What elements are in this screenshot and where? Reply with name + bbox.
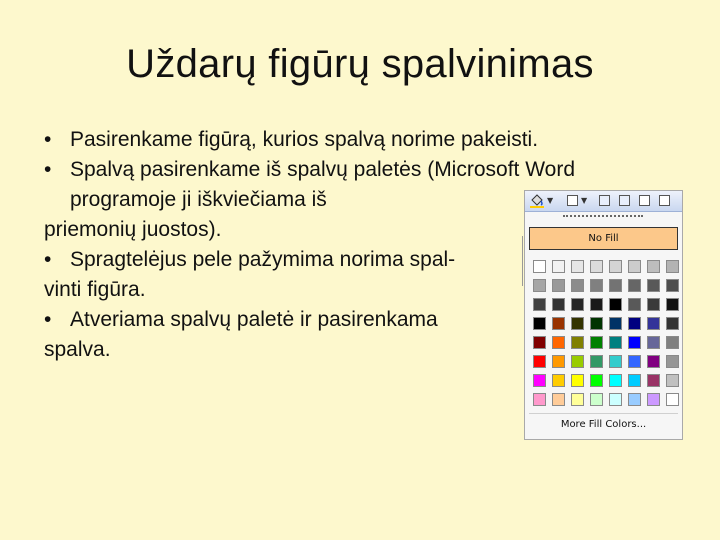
table-icon[interactable] <box>567 195 578 206</box>
color-swatch[interactable] <box>571 298 584 311</box>
bullet-marker: • <box>44 128 52 151</box>
color-swatch[interactable] <box>552 336 565 349</box>
bullet-text: Spragtelėjus pele pažymima norima spal- <box>70 248 456 271</box>
color-swatch[interactable] <box>666 374 679 387</box>
color-swatch[interactable] <box>533 336 546 349</box>
bullet-item <box>44 155 684 185</box>
color-swatch[interactable] <box>552 317 565 330</box>
bullet-continuation: priemonių juostos). <box>44 218 222 241</box>
color-swatch[interactable] <box>609 336 622 349</box>
color-swatch[interactable] <box>533 374 546 387</box>
color-swatch[interactable] <box>590 279 603 292</box>
color-swatch[interactable] <box>609 393 622 406</box>
color-swatch[interactable] <box>571 260 584 273</box>
toolbar <box>525 191 682 212</box>
color-swatch[interactable] <box>571 355 584 368</box>
color-swatch[interactable] <box>609 355 622 368</box>
color-swatch[interactable] <box>647 317 660 330</box>
color-swatch[interactable] <box>666 336 679 349</box>
bullet-continuation: vinti figūra. <box>44 278 146 301</box>
color-swatch[interactable] <box>647 279 660 292</box>
color-swatch[interactable] <box>647 336 660 349</box>
color-swatch[interactable] <box>590 393 603 406</box>
color-swatch[interactable] <box>666 279 679 292</box>
color-swatch[interactable] <box>590 374 603 387</box>
color-swatch[interactable] <box>571 279 584 292</box>
color-swatch[interactable] <box>533 317 546 330</box>
color-swatch[interactable] <box>666 393 679 406</box>
color-swatch[interactable] <box>609 279 622 292</box>
bullet-continuation: spalva. <box>44 338 111 361</box>
color-swatch[interactable] <box>647 260 660 273</box>
color-swatch[interactable] <box>609 317 622 330</box>
color-swatch[interactable] <box>666 260 679 273</box>
bullet-continuation: programoje ji iškviečiama iš <box>70 188 327 211</box>
color-swatch[interactable] <box>647 393 660 406</box>
drag-handle[interactable] <box>563 215 643 220</box>
color-swatch[interactable] <box>628 298 641 311</box>
color-swatch[interactable] <box>609 374 622 387</box>
color-swatch[interactable] <box>666 298 679 311</box>
color-swatch[interactable] <box>571 336 584 349</box>
color-swatch[interactable] <box>571 374 584 387</box>
page-icon[interactable] <box>639 195 650 206</box>
color-swatch[interactable] <box>647 355 660 368</box>
color-swatch[interactable] <box>590 336 603 349</box>
divider <box>529 413 678 414</box>
color-swatch[interactable] <box>552 279 565 292</box>
columns-icon[interactable] <box>619 195 630 206</box>
bullet-marker: • <box>44 158 52 181</box>
color-swatch[interactable] <box>590 355 603 368</box>
color-swatch[interactable] <box>666 355 679 368</box>
color-swatch[interactable] <box>628 393 641 406</box>
bullet-text: Spalvą pasirenkame iš spalvų paletės (Microsoft Word <box>70 158 575 181</box>
color-swatch[interactable] <box>571 317 584 330</box>
fill-bucket-icon[interactable] <box>529 194 545 207</box>
color-swatch[interactable] <box>533 298 546 311</box>
dropdown-arrow-icon[interactable]: ▼ <box>581 196 588 205</box>
more-fill-colors-button[interactable]: More Fill Colors... <box>560 419 647 430</box>
color-swatch-grid <box>533 260 678 406</box>
bullet-text: Atveriama spalvų paletė ir pasirenkama <box>70 308 438 331</box>
color-swatch[interactable] <box>628 317 641 330</box>
color-swatch[interactable] <box>552 393 565 406</box>
color-swatch[interactable] <box>628 355 641 368</box>
color-swatch[interactable] <box>647 298 660 311</box>
color-swatch[interactable] <box>533 279 546 292</box>
color-swatch[interactable] <box>552 260 565 273</box>
page-icon[interactable] <box>659 195 670 206</box>
color-swatch[interactable] <box>533 393 546 406</box>
bullet-marker: • <box>44 308 52 331</box>
color-swatch[interactable] <box>552 355 565 368</box>
columns-icon[interactable] <box>599 195 610 206</box>
bullet-item <box>44 125 684 155</box>
dropdown-arrow-icon[interactable]: ▼ <box>547 196 554 205</box>
color-swatch[interactable] <box>590 260 603 273</box>
color-swatch[interactable] <box>552 374 565 387</box>
color-swatch[interactable] <box>590 298 603 311</box>
fill-color-palette <box>524 190 683 440</box>
color-swatch[interactable] <box>590 317 603 330</box>
color-swatch[interactable] <box>628 260 641 273</box>
color-swatch[interactable] <box>628 279 641 292</box>
color-swatch[interactable] <box>533 260 546 273</box>
color-swatch[interactable] <box>666 317 679 330</box>
bullet-marker: • <box>44 248 52 271</box>
color-swatch[interactable] <box>609 298 622 311</box>
color-swatch[interactable] <box>571 393 584 406</box>
color-swatch[interactable] <box>628 336 641 349</box>
no-fill-button[interactable]: No Fill <box>529 227 678 250</box>
color-swatch[interactable] <box>609 260 622 273</box>
slide-title: Uždarų figūrų spalvinimas <box>126 42 594 86</box>
bullet-text: Pasirenkame figūrą, kurios spalvą norime pakeisti. <box>70 128 539 151</box>
color-swatch[interactable] <box>647 374 660 387</box>
color-swatch[interactable] <box>628 374 641 387</box>
color-swatch[interactable] <box>533 355 546 368</box>
color-swatch[interactable] <box>552 298 565 311</box>
